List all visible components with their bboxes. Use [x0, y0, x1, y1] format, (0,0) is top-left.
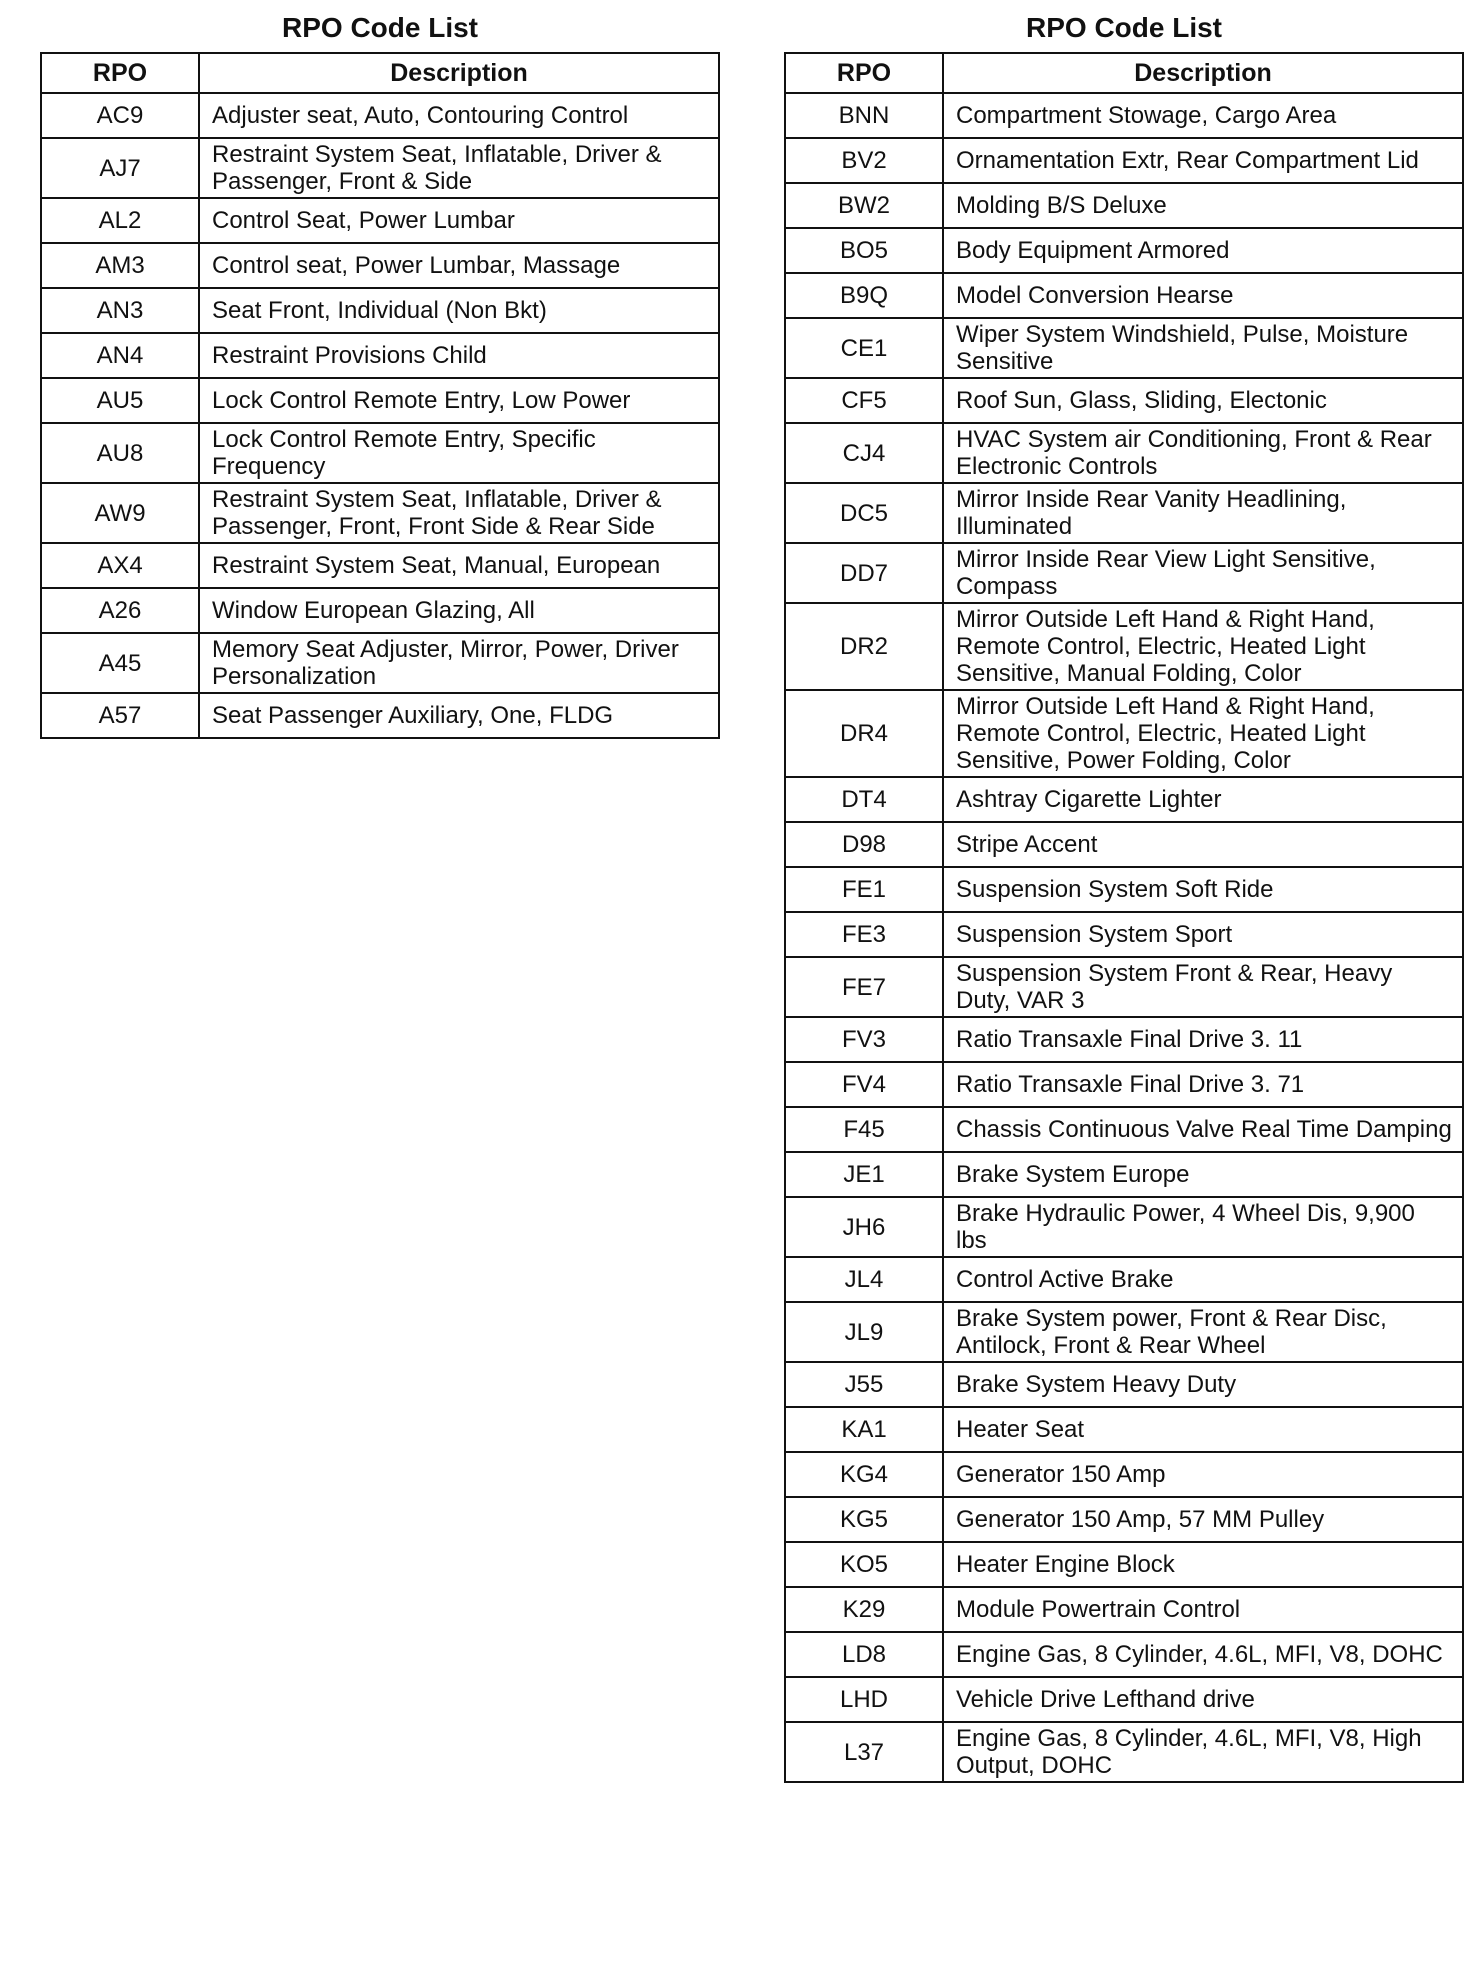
description-cell: Engine Gas, 8 Cylinder, 4.6L, MFI, V8, High Output, DOHC — [943, 1722, 1463, 1782]
rpo-code-cell: AU8 — [41, 423, 199, 483]
description-cell: HVAC System air Conditioning, Front & Rear Electronic Controls — [943, 423, 1463, 483]
rpo-code-cell: BO5 — [785, 228, 943, 273]
description-cell: Restraint System Seat, Manual, European — [199, 543, 719, 588]
rpo-code-cell: DC5 — [785, 483, 943, 543]
description-cell: Compartment Stowage, Cargo Area — [943, 93, 1463, 138]
table-row — [785, 1452, 1463, 1497]
table-row — [785, 912, 1463, 957]
rpo-code-cell: AL2 — [41, 198, 199, 243]
description-cell: Engine Gas, 8 Cylinder, 4.6L, MFI, V8, DOHC — [943, 1632, 1463, 1677]
table-row — [41, 93, 719, 138]
rpo-column-header: RPO — [41, 53, 199, 93]
description-cell: Suspension System Soft Ride — [943, 867, 1463, 912]
description-cell: Ashtray Cigarette Lighter — [943, 777, 1463, 822]
table-row — [785, 228, 1463, 273]
description-cell: Control seat, Power Lumbar, Massage — [199, 243, 719, 288]
rpo-code-cell: CJ4 — [785, 423, 943, 483]
description-cell: Adjuster seat, Auto, Contouring Control — [199, 93, 719, 138]
table-row — [785, 1587, 1463, 1632]
table-row — [785, 378, 1463, 423]
table-row — [41, 633, 719, 693]
rpo-code-cell: KG5 — [785, 1497, 943, 1542]
rpo-code-cell: DR2 — [785, 603, 943, 690]
description-cell: Mirror Outside Left Hand & Right Hand, Remote Control, Electric, Heated Light Sensitive, Power Folding, Color — [943, 690, 1463, 777]
description-cell: Ratio Transaxle Final Drive 3. 71 — [943, 1062, 1463, 1107]
description-column-header: Description — [943, 53, 1463, 93]
rpo-code-cell: B9Q — [785, 273, 943, 318]
right-panel — [784, 8, 1464, 1783]
table-row — [41, 693, 719, 738]
description-cell: Generator 150 Amp, 57 MM Pulley — [943, 1497, 1463, 1542]
rpo-code-cell: D98 — [785, 822, 943, 867]
description-cell: Memory Seat Adjuster, Mirror, Power, Driver Personalization — [199, 633, 719, 693]
rpo-code-cell: JE1 — [785, 1152, 943, 1197]
rpo-code-cell: FV4 — [785, 1062, 943, 1107]
description-cell: Heater Engine Block — [943, 1542, 1463, 1587]
rpo-code-cell: BNN — [785, 93, 943, 138]
table-row — [785, 1497, 1463, 1542]
description-cell: Restraint System Seat, Inflatable, Driver & Passenger, Front & Side — [199, 138, 719, 198]
description-cell: Roof Sun, Glass, Sliding, Electonic — [943, 378, 1463, 423]
table-header-row — [41, 53, 719, 93]
rpo-code-cell: AM3 — [41, 243, 199, 288]
description-cell: Mirror Inside Rear View Light Sensitive, Compass — [943, 543, 1463, 603]
description-cell: Window European Glazing, All — [199, 588, 719, 633]
rpo-code-cell: AJ7 — [41, 138, 199, 198]
table-row — [785, 1197, 1463, 1257]
description-cell: Restraint Provisions Child — [199, 333, 719, 378]
table-row — [41, 198, 719, 243]
table-row — [41, 138, 719, 198]
description-cell: Lock Control Remote Entry, Specific Frequency — [199, 423, 719, 483]
rpo-code-cell: FE7 — [785, 957, 943, 1017]
rpo-code-cell: CF5 — [785, 378, 943, 423]
table-row — [785, 1677, 1463, 1722]
description-cell: Mirror Inside Rear Vanity Headlining, Illuminated — [943, 483, 1463, 543]
rpo-code-cell: DR4 — [785, 690, 943, 777]
description-column-header: Description — [199, 53, 719, 93]
table-row — [41, 423, 719, 483]
rpo-code-cell: JH6 — [785, 1197, 943, 1257]
table-row — [41, 243, 719, 288]
rpo-code-cell: FE1 — [785, 867, 943, 912]
rpo-code-cell: AU5 — [41, 378, 199, 423]
table-row — [785, 957, 1463, 1017]
rpo-code-cell: FV3 — [785, 1017, 943, 1062]
table-row — [785, 183, 1463, 228]
table-row — [785, 1542, 1463, 1587]
rpo-code-cell: A26 — [41, 588, 199, 633]
description-cell: Control Seat, Power Lumbar — [199, 198, 719, 243]
table-row — [41, 378, 719, 423]
table-row — [785, 1302, 1463, 1362]
table-row — [785, 1257, 1463, 1302]
left-rpo-table — [40, 52, 720, 739]
rpo-code-cell: CE1 — [785, 318, 943, 378]
rpo-code-cell: J55 — [785, 1362, 943, 1407]
table-row — [41, 333, 719, 378]
description-cell: Control Active Brake — [943, 1257, 1463, 1302]
table-row — [785, 273, 1463, 318]
description-cell: Model Conversion Hearse — [943, 273, 1463, 318]
rpo-code-cell: FE3 — [785, 912, 943, 957]
rpo-code-cell: DD7 — [785, 543, 943, 603]
rpo-code-cell: AX4 — [41, 543, 199, 588]
table-row — [785, 543, 1463, 603]
description-cell: Brake System Heavy Duty — [943, 1362, 1463, 1407]
rpo-code-cell: A57 — [41, 693, 199, 738]
rpo-code-cell: JL9 — [785, 1302, 943, 1362]
table-row — [785, 423, 1463, 483]
description-cell: Lock Control Remote Entry, Low Power — [199, 378, 719, 423]
rpo-code-cell: KG4 — [785, 1452, 943, 1497]
description-cell: Chassis Continuous Valve Real Time Damping — [943, 1107, 1463, 1152]
rpo-code-cell: L37 — [785, 1722, 943, 1782]
description-cell: Molding B/S Deluxe — [943, 183, 1463, 228]
rpo-code-cell: AN3 — [41, 288, 199, 333]
description-cell: Generator 150 Amp — [943, 1452, 1463, 1497]
description-cell: Restraint System Seat, Inflatable, Driver & Passenger, Front, Front Side & Rear Side — [199, 483, 719, 543]
table-row — [785, 483, 1463, 543]
rpo-code-cell: AW9 — [41, 483, 199, 543]
description-cell: Suspension System Front & Rear, Heavy Duty, VAR 3 — [943, 957, 1463, 1017]
table-row — [41, 543, 719, 588]
description-cell: Ornamentation Extr, Rear Compartment Lid — [943, 138, 1463, 183]
table-row — [785, 138, 1463, 183]
table-row — [785, 1632, 1463, 1677]
table-row — [785, 690, 1463, 777]
table-row — [785, 603, 1463, 690]
table-row — [785, 867, 1463, 912]
table-row — [785, 1062, 1463, 1107]
right-title: RPO Code List — [1025, 12, 1222, 43]
rpo-code-cell: KO5 — [785, 1542, 943, 1587]
rpo-code-cell: LHD — [785, 1677, 943, 1722]
table-row — [785, 1722, 1463, 1782]
description-cell: Suspension System Sport — [943, 912, 1463, 957]
rpo-code-cell: F45 — [785, 1107, 943, 1152]
table-row — [41, 288, 719, 333]
table-row — [785, 93, 1463, 138]
description-cell: Mirror Outside Left Hand & Right Hand, Remote Control, Electric, Heated Light Sensitive, Manual Folding, Color — [943, 603, 1463, 690]
rpo-code-cell: AC9 — [41, 93, 199, 138]
table-row — [41, 588, 719, 633]
table-row — [785, 318, 1463, 378]
table-row — [785, 1362, 1463, 1407]
rpo-code-cell: K29 — [785, 1587, 943, 1632]
rpo-code-cell: BV2 — [785, 138, 943, 183]
rpo-code-cell: KA1 — [785, 1407, 943, 1452]
description-cell: Heater Seat — [943, 1407, 1463, 1452]
rpo-code-cell: JL4 — [785, 1257, 943, 1302]
left-panel — [40, 8, 720, 739]
description-cell: Module Powertrain Control — [943, 1587, 1463, 1632]
table-row — [785, 777, 1463, 822]
right-rpo-table — [784, 52, 1464, 1783]
rpo-code-cell: DT4 — [785, 777, 943, 822]
description-cell: Body Equipment Armored — [943, 228, 1463, 273]
table-row — [41, 483, 719, 543]
description-cell: Brake System Europe — [943, 1152, 1463, 1197]
description-cell: Vehicle Drive Lefthand drive — [943, 1677, 1463, 1722]
table-row — [785, 822, 1463, 867]
rpo-code-cell: LD8 — [785, 1632, 943, 1677]
table-header-row — [785, 53, 1463, 93]
rpo-code-cell: BW2 — [785, 183, 943, 228]
description-cell: Wiper System Windshield, Pulse, Moisture Sensitive — [943, 318, 1463, 378]
description-cell: Brake System power, Front & Rear Disc, Antilock, Front & Rear Wheel — [943, 1302, 1463, 1362]
description-cell: Seat Passenger Auxiliary, One, FLDG — [199, 693, 719, 738]
table-row — [785, 1152, 1463, 1197]
rpo-column-header: RPO — [785, 53, 943, 93]
table-row — [785, 1107, 1463, 1152]
rpo-code-cell: A45 — [41, 633, 199, 693]
table-row — [785, 1017, 1463, 1062]
description-cell: Stripe Accent — [943, 822, 1463, 867]
description-cell: Brake Hydraulic Power, 4 Wheel Dis, 9,900 lbs — [943, 1197, 1463, 1257]
description-cell: Seat Front, Individual (Non Bkt) — [199, 288, 719, 333]
rpo-code-cell: AN4 — [41, 333, 199, 378]
left-title: RPO Code List — [281, 12, 478, 43]
table-row — [785, 1407, 1463, 1452]
description-cell: Ratio Transaxle Final Drive 3. 11 — [943, 1017, 1463, 1062]
